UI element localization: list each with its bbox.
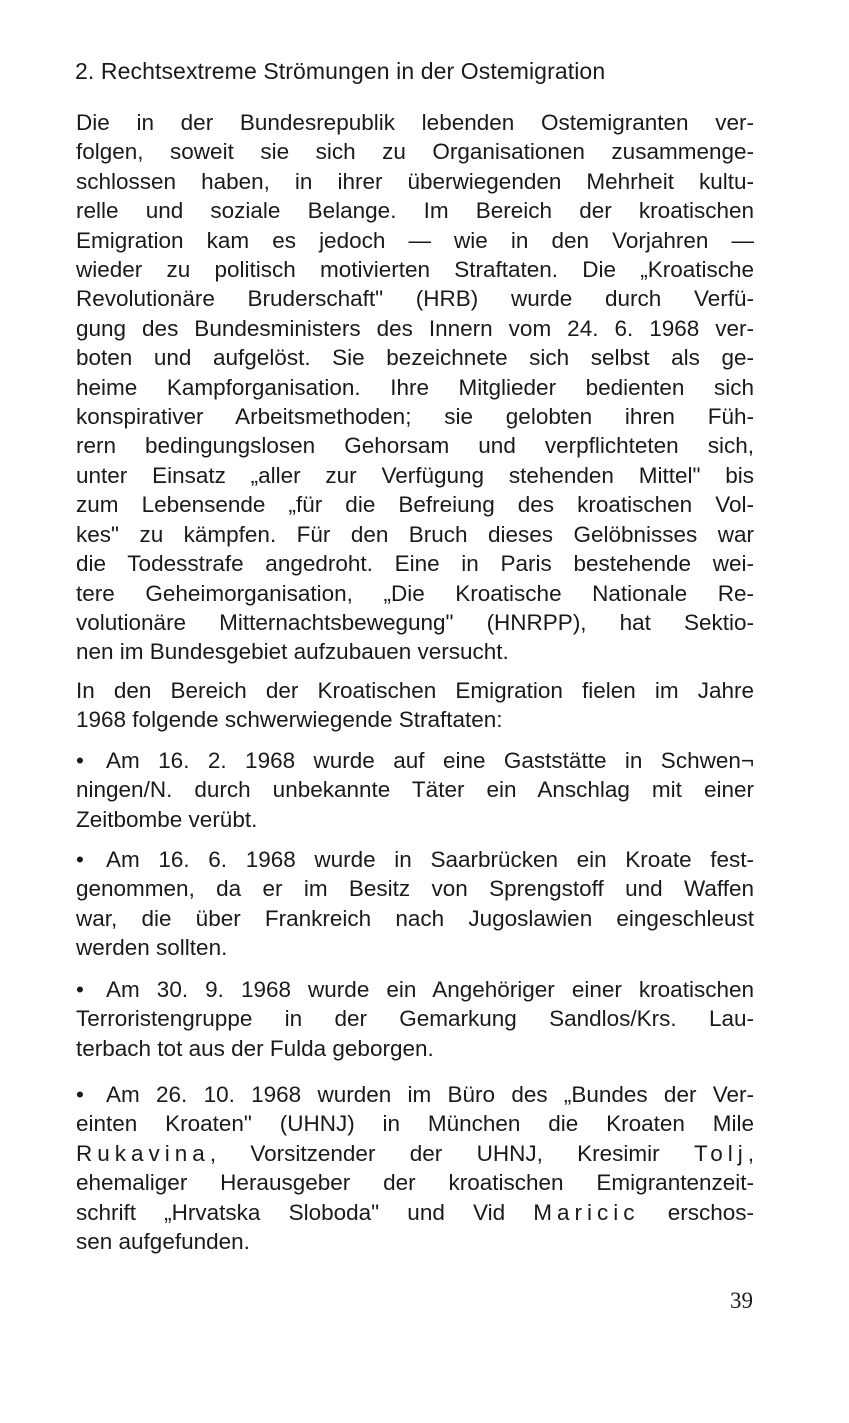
text-line: war, die über Frankreich nach Jugoslawien eingeschleust xyxy=(76,905,754,931)
text-line: gung des Bundesministers des Innern vom 24. 6. 1968 ver- xyxy=(76,315,754,341)
bullet-item-2 xyxy=(76,845,754,963)
text-line: relle und soziale Belange. Im Bereich der kroatischen xyxy=(76,198,754,224)
text-line: volutionäre Mitternachtsbewegung" (HNRPP), hat Sektio- xyxy=(76,609,754,635)
bullet-icon: • xyxy=(76,748,84,773)
text-line: unter Einsatz „aller zur Verfügung stehenden Mittel" bis xyxy=(76,462,754,488)
text-line: Am 16. 6. 1968 wurde in Saarbrücken ein Kroate fest- xyxy=(106,847,754,872)
text-line: kes" zu kämpfen. Für den Bruch dieses Gelöbnisses war xyxy=(76,521,754,547)
bullet-item-1 xyxy=(76,746,754,834)
text-line: Revolutionäre Bruderschaft" (HRB) wurde durch Verfü- xyxy=(76,286,754,312)
text-line: einten Kroaten" (UHNJ) in München die Kroaten Mile xyxy=(76,1111,754,1137)
text-line: Die in der Bundesrepublik lebenden Ostemigranten ver- xyxy=(76,110,754,135)
text-line: Am 26. 10. 1968 wurden im Büro des „Bundes der Ver- xyxy=(106,1082,754,1107)
text-line: die Todesstrafe angedroht. Eine in Paris bestehende wei- xyxy=(76,551,754,577)
text-line: rern bedingungslosen Gehorsam und verpflichteten sich, xyxy=(76,433,754,459)
bullet-icon: • xyxy=(76,847,84,872)
text-line: In den Bereich der Kroatischen Emigration fielen im Jahre xyxy=(76,678,754,703)
text-line: Zeitbombe verübt. xyxy=(76,806,258,832)
text-line: konspirativer Arbeitsmethoden; sie gelobten ihren Füh- xyxy=(76,404,754,430)
text-line: sen aufgefunden. xyxy=(76,1229,250,1255)
text-line-names: schrift „Hrvatska Sloboda" und Vid Maricic erschos- xyxy=(76,1199,754,1225)
page-number: 39 xyxy=(730,1288,753,1313)
paragraph-ostemigration xyxy=(76,108,754,667)
bullet-icon: • xyxy=(76,977,84,1002)
text-line: 1968 folgende schwerwiegende Straftaten: xyxy=(76,707,503,733)
text-line: terbach tot aus der Fulda geborgen. xyxy=(76,1035,434,1061)
text-line: Terroristengruppe in der Gemarkung Sandlos/Krs. Lau- xyxy=(76,1006,754,1032)
person-name: Maricic xyxy=(533,1199,640,1225)
bullet-item-3 xyxy=(76,975,754,1063)
text-line: folgen, soweit sie sich zu Organisationen zusammenge- xyxy=(76,139,754,165)
bullet-icon: • xyxy=(76,1082,84,1107)
text-line: wieder zu politisch motivierten Straftaten. Die „Kroatische xyxy=(76,257,754,283)
text-line: zum Lebensende „für die Befreiung des kroatischen Vol- xyxy=(76,492,754,518)
text-line: heime Kampforganisation. Ihre Mitglieder bedienten sich xyxy=(76,374,754,400)
text-line: schlossen haben, in ihrer überwiegenden Mehrheit kultu- xyxy=(76,168,754,194)
text-line: nen im Bundesgebiet aufzubauen versucht. xyxy=(76,639,509,665)
text-line: boten und aufgelöst. Sie bezeichnete sich selbst als ge- xyxy=(76,345,754,371)
bullet-item-4 xyxy=(76,1080,754,1256)
text-line: Am 30. 9. 1968 wurde ein Angehöriger einer kroatischen xyxy=(106,977,754,1002)
text-line: tere Geheimorganisation, „Die Kroatische Nationale Re- xyxy=(76,580,754,606)
text-line: Emigration kam es jedoch — wie in den Vorjahren — xyxy=(76,227,754,253)
paragraph-straftaten-intro xyxy=(76,676,754,735)
text-line: ehemaliger Herausgeber der kroatischen Emigrantenzeit- xyxy=(76,1170,754,1196)
text-line-names: Rukavina, Vorsitzender der UHNJ, Kresimir Tolj, xyxy=(76,1140,754,1166)
person-name: Tolj xyxy=(693,1140,748,1166)
text-line: ningen/N. durch unbekannte Täter ein Anschlag mit einer xyxy=(76,777,754,803)
section-heading: 2. Rechtsextreme Strömungen in der Ostemigration xyxy=(75,58,606,84)
person-name: Rukavina xyxy=(76,1140,210,1166)
text-line: Am 16. 2. 1968 wurde auf eine Gaststätte in Schwen¬ xyxy=(106,748,754,773)
text-line: werden sollten. xyxy=(76,935,228,961)
text-line: genommen, da er im Besitz von Sprengstoff und Waffen xyxy=(76,876,754,902)
